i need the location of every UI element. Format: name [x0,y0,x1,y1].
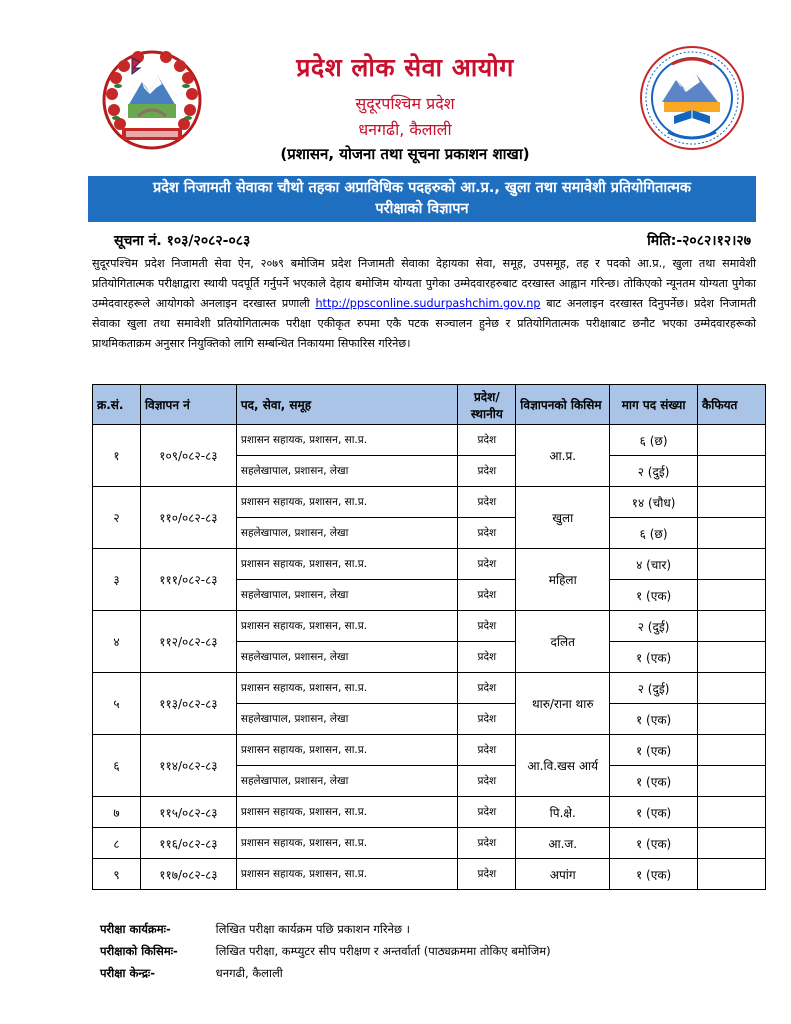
row-demand: २ (दुई) [610,673,698,704]
row-ad-no: ११२/०८२-८३ [140,611,236,673]
row-remarks [698,797,766,828]
row-kind: महिला [516,549,610,611]
row-kind: अपांग [516,859,610,890]
notice-number: सूचना नं. १०३/२०८२-०८३ [114,233,251,249]
row-post: प्रशासन सहायक, प्रशासन, सा.प्र. [236,673,458,704]
banner-line-2: परीक्षाको विज्ञापन [375,201,469,217]
table-row [93,735,766,766]
exam-center-value: धनगढी, कैलाली [215,966,283,980]
row-level: प्रदेश [458,704,516,735]
exam-schedule [100,922,410,937]
row-sn: ५ [93,673,141,735]
advertisement-table [92,384,766,890]
row-sn: ४ [93,611,141,673]
row-level: प्रदेश [458,797,516,828]
row-remarks [698,487,766,518]
exam-center-label: परीक्षा केन्द्रः- [100,966,156,980]
row-ad-no: ११४/०८२-८३ [140,735,236,797]
advertisement-banner [88,176,756,222]
table-row [93,487,766,518]
row-level: प्रदेश [458,456,516,487]
row-remarks [698,425,766,456]
exam-center [100,966,283,981]
row-post: सहलेखापाल, प्रशासन, लेखा [236,456,458,487]
header-demand: माग पद संख्या [610,385,698,425]
row-post: सहलेखापाल, प्रशासन, लेखा [236,642,458,673]
row-remarks [698,456,766,487]
exam-type [100,944,551,959]
commission-title: प्रदेश लोक सेवा आयोग [296,53,514,82]
row-sn: १ [93,425,141,487]
row-level: प्रदेश [458,766,516,797]
table-row [93,611,766,642]
row-remarks [698,828,766,859]
header-remarks: कैफियत [698,385,766,425]
table-row [93,673,766,704]
row-sn: ६ [93,735,141,797]
row-sn: ३ [93,549,141,611]
table-row [93,828,766,859]
header-sn: क्र.सं. [93,385,141,425]
row-level: प्रदेश [458,487,516,518]
row-post: प्रशासन सहायक, प्रशासन, सा.प्र. [236,611,458,642]
row-kind: आ.प्र. [516,425,610,487]
row-level: प्रदेश [458,828,516,859]
row-ad-no: ११५/०८२-८३ [140,797,236,828]
row-remarks [698,611,766,642]
header-post: पद, सेवा, समूह [236,385,458,425]
row-remarks [698,518,766,549]
row-kind: दलित [516,611,610,673]
header-kind: विज्ञापनको किसिम [516,385,610,425]
row-level: प्रदेश [458,549,516,580]
online-application-link[interactable]: http://ppsconline.sudurpashchim.gov.np [315,297,541,310]
row-demand: १४ (चौध) [610,487,698,518]
row-demand: १ (एक) [610,797,698,828]
row-sn: २ [93,487,141,549]
row-level: प्रदेश [458,642,516,673]
row-demand: १ (एक) [610,828,698,859]
row-level: प्रदेश [458,859,516,890]
row-post: प्रशासन सहायक, प्रशासन, सा.प्र. [236,549,458,580]
row-remarks [698,642,766,673]
row-demand: ६ (छ) [610,425,698,456]
province-emblem-icon [98,44,206,152]
row-post: प्रशासन सहायक, प्रशासन, सा.प्र. [236,487,458,518]
row-remarks [698,549,766,580]
commission-seal-icon [638,44,746,152]
row-ad-no: ११३/०८२-८३ [140,673,236,735]
row-ad-no: १०९/०८२-८३ [140,425,236,487]
table-row [93,859,766,890]
banner-line-1: प्रदेश निजामती सेवाका चौथो तहका अप्राविधिक पदहरुको आ.प्र., खुला तथा समावेशी प्रतियोगितात्मक [152,180,692,196]
row-post: सहलेखापाल, प्रशासन, लेखा [236,766,458,797]
row-post: प्रशासन सहायक, प्रशासन, सा.प्र. [236,735,458,766]
row-post: प्रशासन सहायक, प्रशासन, सा.प्र. [236,797,458,828]
notice-date: मिति:-२०८२।१२।२७ [647,233,751,249]
row-kind: पि.क्षे. [516,797,610,828]
row-demand: ४ (चार) [610,549,698,580]
row-post: सहलेखापाल, प्रशासन, लेखा [236,518,458,549]
row-kind: खुला [516,487,610,549]
row-demand: १ (एक) [610,735,698,766]
city-name: धनगढी, कैलाली [358,120,452,139]
province-name: सुदूरपश्चिम प्रदेश [355,94,455,113]
exam-type-value: लिखित परीक्षा, कम्प्युटर सीप परीक्षण र अन्तर्वार्ता (पाठ्यक्रममा तोकिए बमोजिम) [215,944,551,958]
row-level: प्रदेश [458,425,516,456]
header-ad-no: विज्ञापन नं [140,385,236,425]
row-demand: २ (दुई) [610,456,698,487]
row-ad-no: १११/०८२-८३ [140,549,236,611]
row-remarks [698,735,766,766]
paragraph-text-after: बाट अनलाइन दरखास्त दिनुपर्नेछ। प्रदेश निजामती सेवाका खुला तथा समावेशी प्रतियोगितात्मक परीक्षा एकीकृत रुपमा एकै पटक सञ्चालन हुनेछ र प्रतियोगितात्मक परीक्षाबाट छनौट भएका उम्मेदवारहरूको प्राथमिकताक्रम अनुसार नियुक्तिको लागि सम्बन्धित निकायमा सिफारिस गरिनेछ। [92,297,757,350]
paragraph-text-before: सुदूरपश्चिम प्रदेश निजामती सेवा ऐन, २०७९ बमोजिम प्रदेश निजामती सेवाका देहायका सेवा, समूह, उपसमूह, तह र पदको आ.प्र., खुला तथा समावेशी प्रतियोगितात्मक परीक्षाद्वारा स्थायी पदपूर्ति गर्नुपर्ने भएकाले देहाय बमोजिम योग्यता पुगेका उम्मेदवारहरुबाट दरखास्त आह्वान गरिन्छ। तोकिएको न्यूनतम योग्यता पुगेका उम्मेदवारहरूले आयोगको अनलाइन दरखास्त प्रणाली [92,257,756,310]
row-post: सहलेखापाल, प्रशासन, लेखा [236,704,458,735]
row-post: सहलेखापाल, प्रशासन, लेखा [236,580,458,611]
exam-schedule-label: परीक्षा कार्यक्रमः- [100,922,171,936]
row-remarks [698,704,766,735]
branch-name: (प्रशासन, योजना तथा सूचना प्रकाशन शाखा) [280,145,530,163]
row-demand: ६ (छ) [610,518,698,549]
row-sn: ९ [93,859,141,890]
row-ad-no: ११६/०८२-८३ [140,828,236,859]
row-post: प्रशासन सहायक, प्रशासन, सा.प्र. [236,859,458,890]
row-remarks [698,580,766,611]
exam-schedule-value: लिखित परीक्षा कार्यक्रम पछि प्रकाशन गरिनेछ । [215,922,411,936]
row-level: प्रदेश [458,518,516,549]
row-demand: १ (एक) [610,642,698,673]
row-ad-no: ११७/०८२-८३ [140,859,236,890]
row-level: प्रदेश [458,673,516,704]
notice-paragraph [92,254,756,354]
row-demand: १ (एक) [610,766,698,797]
row-remarks [698,673,766,704]
row-level: प्रदेश [458,611,516,642]
row-sn: ८ [93,828,141,859]
row-kind: आ.ज. [516,828,610,859]
row-level: प्रदेश [458,580,516,611]
row-kind: आ.वि.खस आर्य [516,735,610,797]
exam-type-label: परीक्षाको किसिमः- [100,944,178,958]
table-header-row [93,385,766,425]
row-demand: १ (एक) [610,580,698,611]
row-sn: ७ [93,797,141,828]
row-kind: थारु/राना थारु [516,673,610,735]
row-post: प्रशासन सहायक, प्रशासन, सा.प्र. [236,828,458,859]
row-remarks [698,766,766,797]
table-row [93,549,766,580]
row-ad-no: ११०/०८२-८३ [140,487,236,549]
table-row [93,797,766,828]
row-post: प्रशासन सहायक, प्रशासन, सा.प्र. [236,425,458,456]
row-demand: २ (दुई) [610,611,698,642]
row-demand: १ (एक) [610,859,698,890]
row-demand: १ (एक) [610,704,698,735]
row-remarks [698,859,766,890]
header-level: प्रदेश/ स्थानीय [458,385,516,425]
table-row [93,425,766,456]
row-level: प्रदेश [458,735,516,766]
